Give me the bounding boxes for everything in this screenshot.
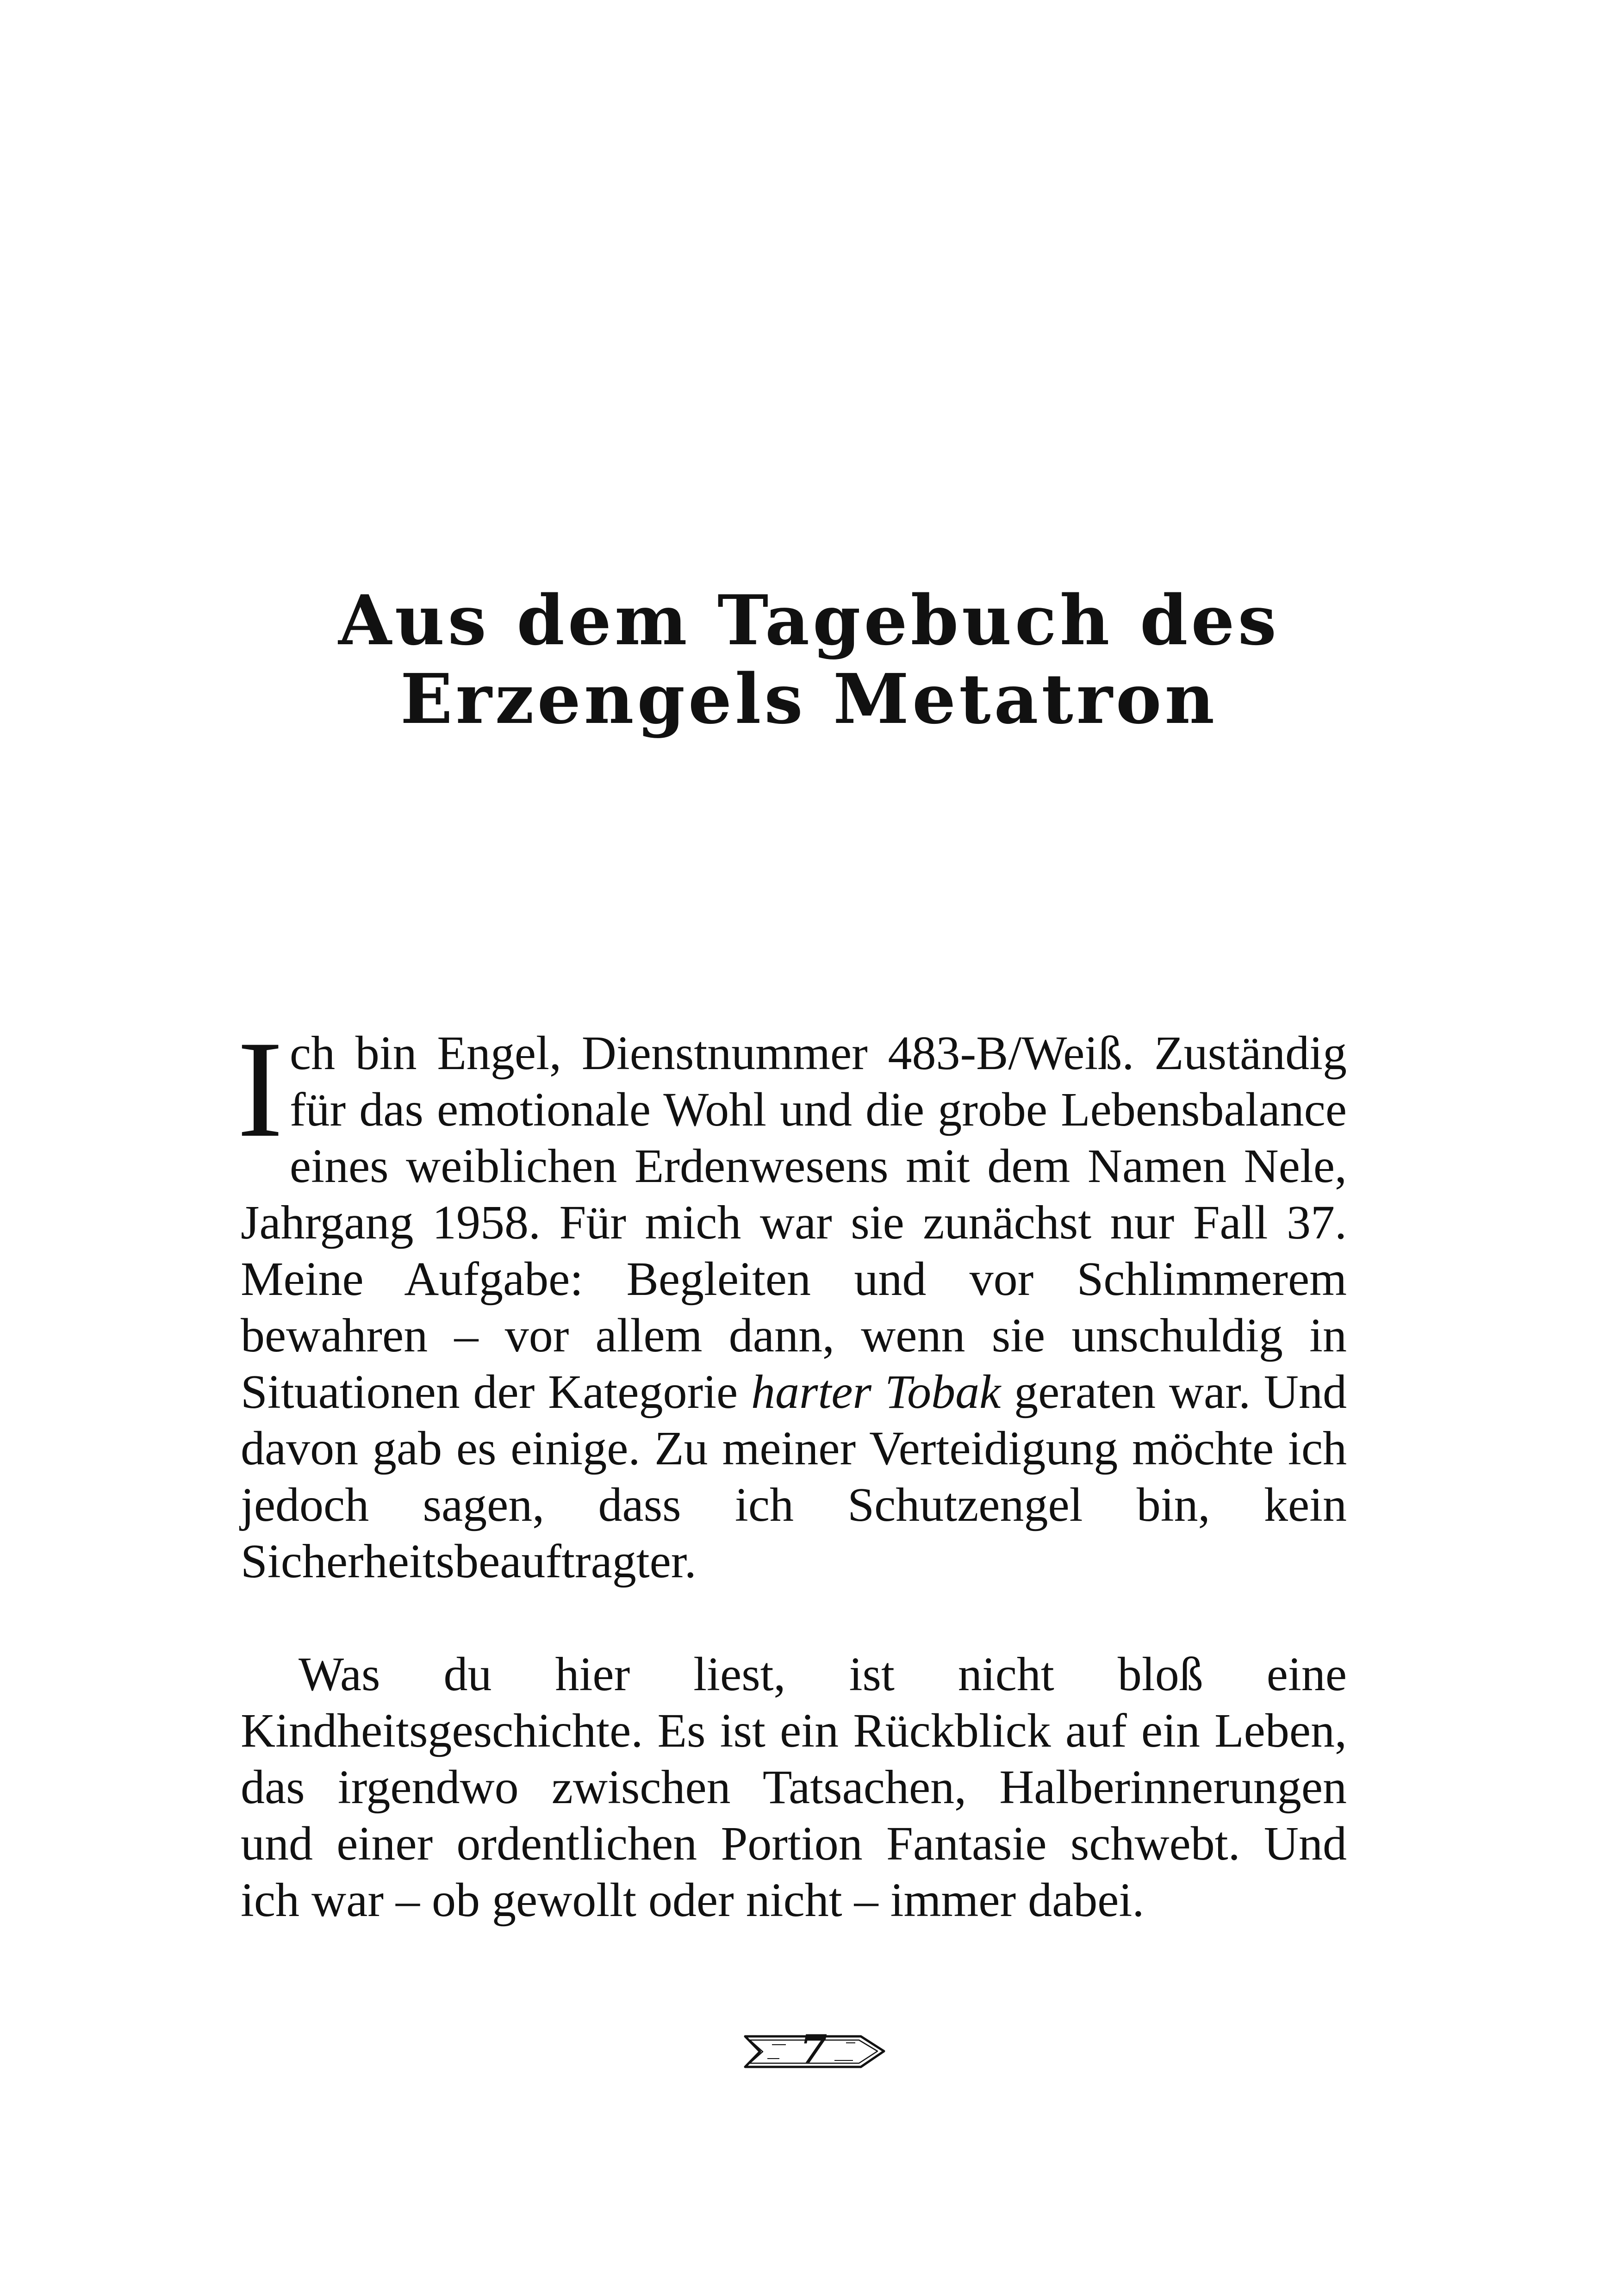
chapter-title (0, 581, 1618, 738)
paragraph-2: Was du hier liest, ist nicht bloß eine Kindheitsgeschichte. Es ist ein Rückblick auf ein Leben, das irgendwo zwischen Tatsachen, Halberinnerungen und einer ordentlichen Portion Fantasie schwebt. Und ich war – ob gewollt oder nicht – immer dabei. (241, 1648, 1347, 1927)
page-number: 7 (800, 2026, 828, 2072)
paragraph-1-text-a: ch bin Engel, Dienstnummer 483-B/Weiß. Zuständig für das emotionale Wohl und die grobe Lebensbalance eines weiblichen Erdenwesens mit dem Namen Nele, Jahrgang 1958. Für mich war sie zunächst nur Fall 37. Meine Aufgabe: Begleiten und vor Schlimmerem bewahren – vor allem dann, wenn sie unschuldig in Situationen der Kategorie (241, 1027, 1347, 1419)
drop-cap: I (237, 1012, 283, 1166)
body-text (237, 1012, 1347, 1929)
chapter-title-line-2: Erzengels Metatron (400, 659, 1218, 739)
paragraph-1-italic: harter Tobak (751, 1365, 1001, 1419)
paragraph-1-text-b: geraten war. Und davon gab es einige. Zu meiner Verteidigung möchte ich jedoch sagen, dass ich Schutzengel bin, kein Sicherheitsbeauftragter. (241, 1365, 1347, 1588)
paragraph-1 (237, 1012, 1347, 1590)
page-number-banner (740, 2022, 888, 2083)
chapter-title-line-1: Aus dem Tagebuch des (338, 580, 1280, 660)
